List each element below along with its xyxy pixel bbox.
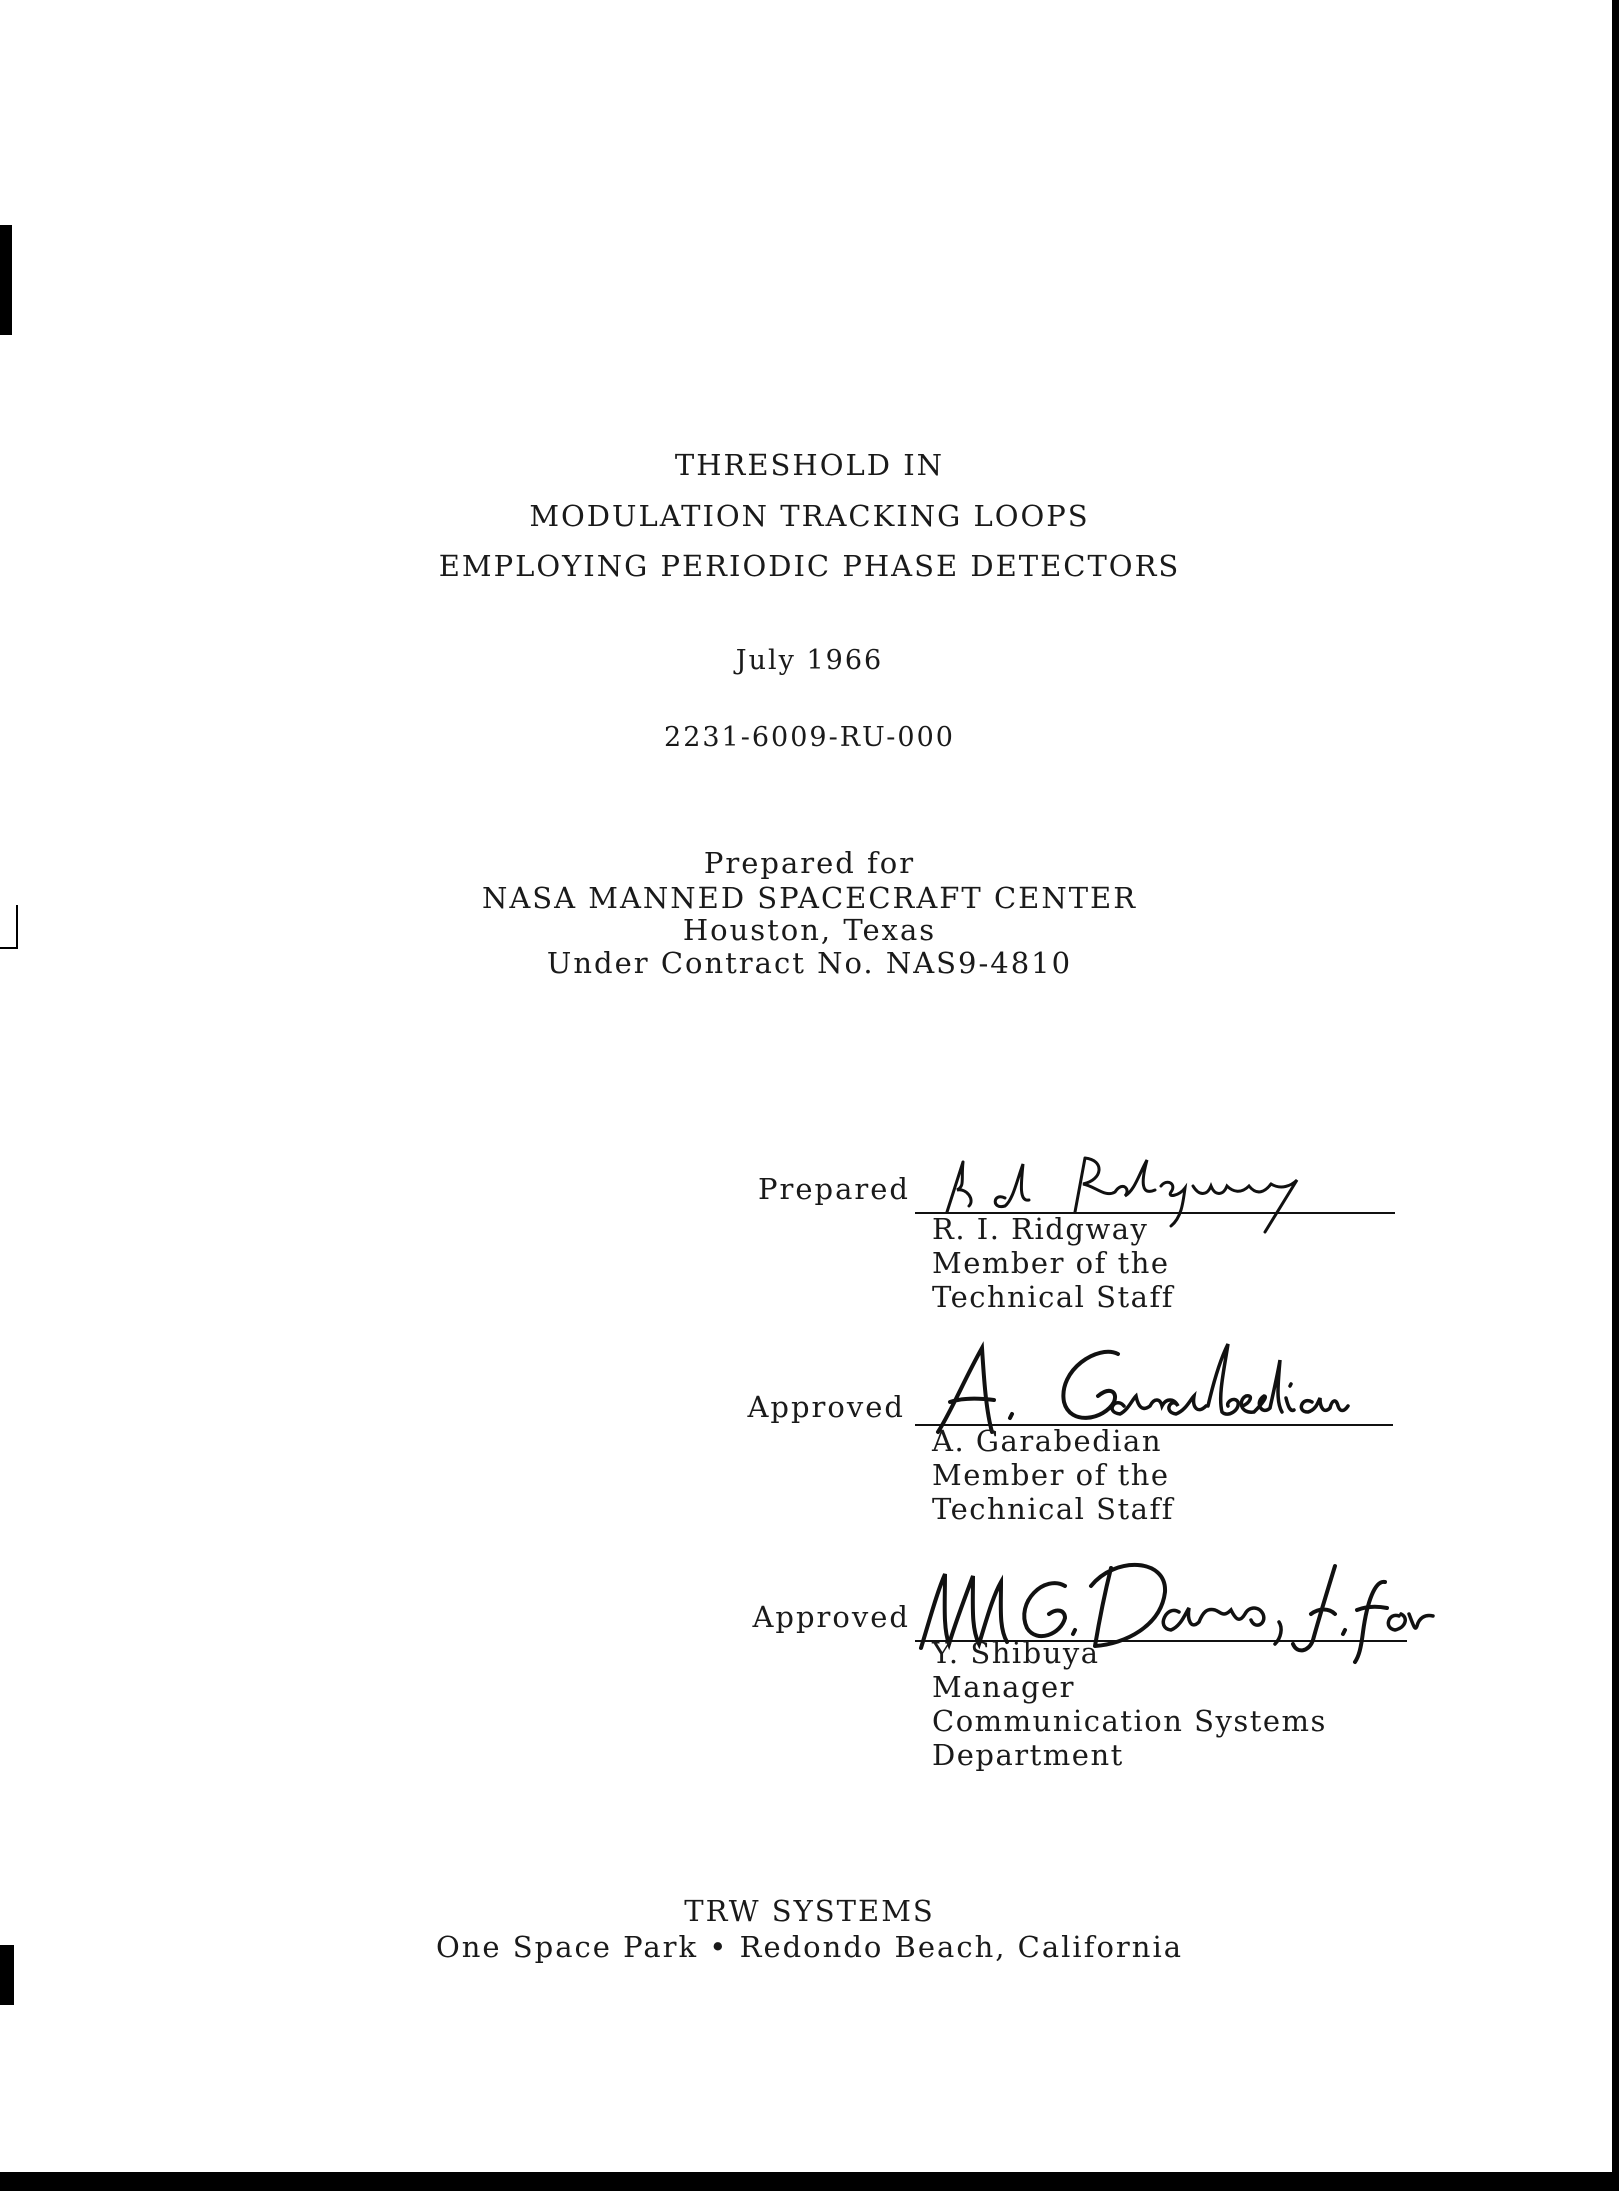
title-line-3: EMPLOYING PERIODIC PHASE DETECTORS	[438, 549, 1181, 583]
signatory-title-line: Technical Staff	[932, 1280, 1174, 1314]
report-date: July 1966	[735, 645, 884, 676]
signature-label-approved: Approved	[752, 1600, 910, 1634]
signatory-title-line: Technical Staff	[932, 1492, 1174, 1526]
signatory-title-line: Member of the	[932, 1246, 1170, 1280]
contract-number: Under Contract No. NAS9-4810	[546, 946, 1073, 980]
prepared-for-label: Prepared for	[703, 846, 916, 880]
title-line-1: THRESHOLD IN	[674, 448, 945, 482]
report-number: 2231-6009-RU-000	[664, 722, 955, 753]
signature-label-prepared: Prepared	[758, 1172, 910, 1206]
signature-label-approved: Approved	[747, 1390, 905, 1424]
signatory-block-1	[932, 1212, 1174, 1314]
signatory-name: A. Garabedian	[932, 1424, 1163, 1458]
scan-edge-bottom	[0, 2172, 1619, 2191]
signatory-title-line: Member of the	[932, 1458, 1170, 1492]
prepared-for-organization: NASA MANNED SPACECRAFT CENTER	[481, 881, 1138, 915]
scan-edge-left-mark	[0, 225, 12, 335]
footer-company: TRW SYSTEMS	[684, 1894, 935, 1928]
signatory-block-2	[932, 1424, 1174, 1526]
prepared-for-location: Houston, Texas	[682, 913, 937, 947]
footer-address: One Space Park • Redondo Beach, California	[435, 1930, 1184, 1964]
signatory-name: Y. Shibuya	[932, 1636, 1100, 1670]
title-line-2: MODULATION TRACKING LOOPS	[529, 499, 1090, 533]
signatory-block-3	[932, 1636, 1327, 1772]
signatory-title-line: Manager	[932, 1670, 1076, 1704]
signatory-title-line: Communication Systems	[932, 1704, 1327, 1738]
signatory-title-line: Department	[932, 1738, 1124, 1772]
scan-edge-right	[1612, 0, 1619, 2191]
signatory-name: R. I. Ridgway	[932, 1212, 1149, 1246]
